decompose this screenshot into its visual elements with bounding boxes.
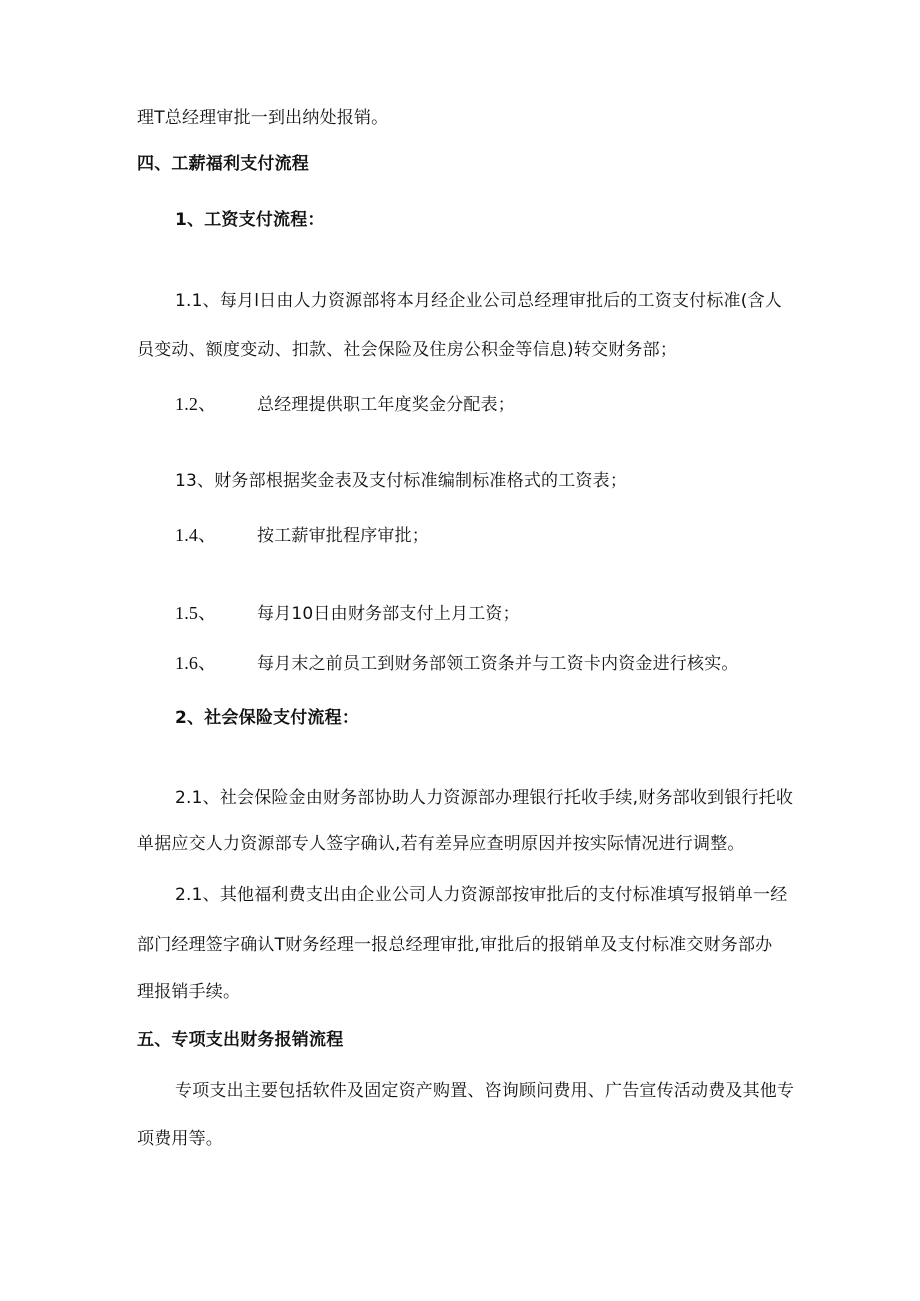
list-number: 1.4、 <box>175 525 217 545</box>
paragraph-line: 单据应交人力资源部专人签字确认,若有差异应查明原因并按实际情况进行调整。 <box>137 834 745 854</box>
section-heading-4: 四、工薪福利支付流程 <box>137 154 309 174</box>
paragraph-line: 部门经理签字确认T财务经理一报总经理审批,审批后的报销单及支付标准交财务部办 <box>137 935 773 955</box>
paragraph-line: 项费用等。 <box>137 1129 223 1149</box>
paragraph-line: 13、财务部根据奖金表及支付标准编制标准格式的工资表； <box>175 471 628 491</box>
list-text: 按工薪审批程序审批； <box>257 526 429 546</box>
paragraph-line: 2.1、其他福利费支出由企业公司人力资源部按审批后的支付标准填写报销单一经 <box>175 885 788 905</box>
list-item <box>175 651 739 676</box>
list-text: 每月10日由财务部支付上月工资； <box>257 604 520 624</box>
paragraph-line: 1.1、每月l日由人力资源部将本月经企业公司总经理审批后的工资支付标准(含人 <box>175 291 782 311</box>
list-number: 1.5、 <box>175 603 217 623</box>
paragraph-line: 2.1、社会保险金由财务部协助人力资源部办理银行托收手续,财务部收到银行托收 <box>175 788 794 808</box>
list-text: 每月末之前员工到财务部领工资条并与工资卡内资金进行核实。 <box>257 654 739 674</box>
subsection-heading-insurance: 2、社会保险支付流程： <box>175 708 360 728</box>
paragraph-line: 理T总经理审批一到出纳处报销。 <box>137 108 389 128</box>
list-number: 1.2、 <box>175 394 217 414</box>
list-item <box>175 601 520 626</box>
subsection-heading-salary: 1、工资支付流程： <box>175 210 325 230</box>
list-item <box>175 392 515 417</box>
paragraph-line: 专项支出主要包括软件及固定资产购置、咨询顾问费用、广告宣传活动费及其他专 <box>175 1081 795 1101</box>
section-heading-5: 五、专项支出财务报销流程 <box>137 1030 344 1050</box>
paragraph-line: 理报销手续。 <box>137 982 241 1002</box>
list-number: 1.6、 <box>175 653 217 673</box>
paragraph-line: 员变动、额度变动、扣款、社会保险及住房公积金等信息)转交财务部； <box>137 340 678 360</box>
list-item <box>175 523 429 548</box>
list-text: 总经理提供职工年度奖金分配表； <box>257 395 515 415</box>
